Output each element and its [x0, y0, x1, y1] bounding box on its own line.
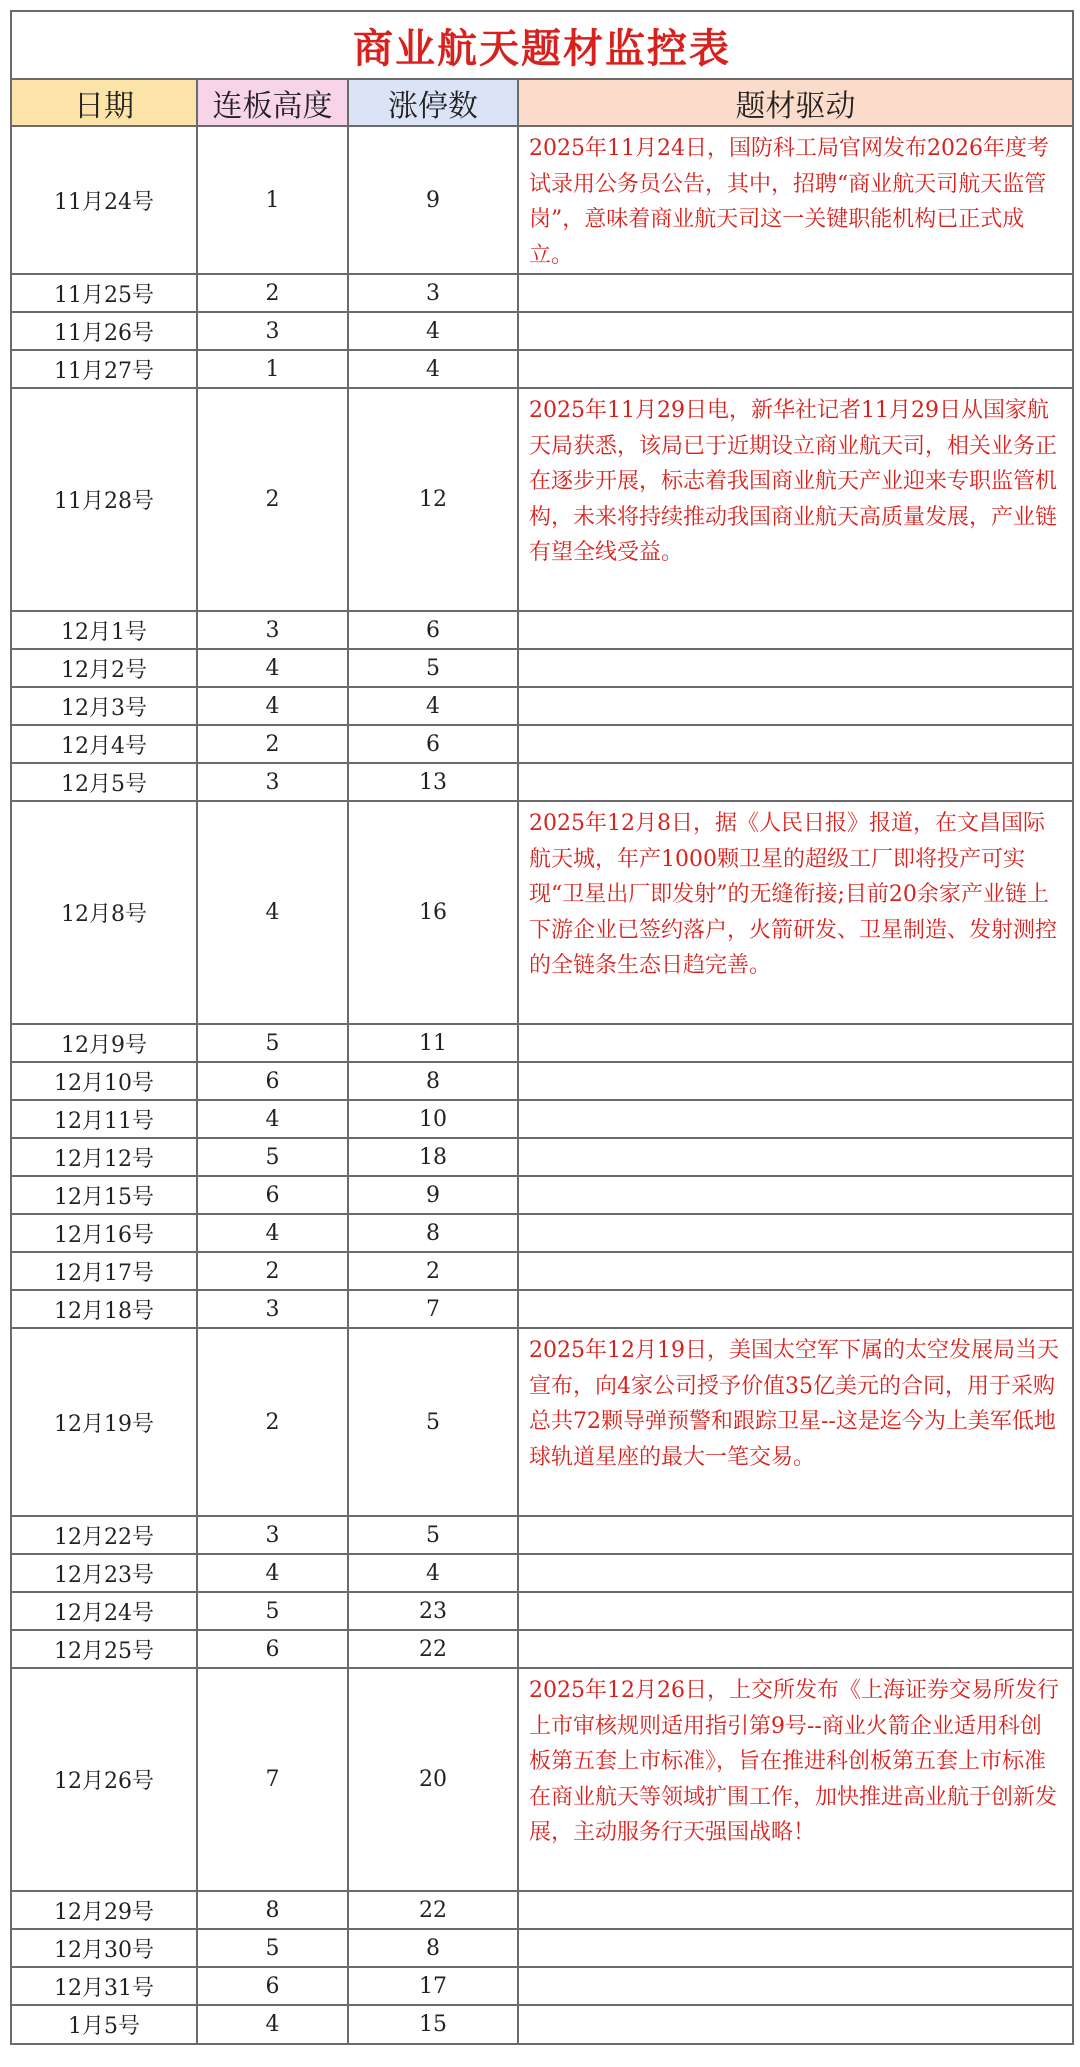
lianban-cell: 4: [197, 1214, 348, 1252]
driver-cell: [518, 1176, 1073, 1214]
zhangting-cell: 4: [348, 350, 518, 388]
driver-cell: [518, 649, 1073, 687]
lianban-cell: 3: [197, 763, 348, 801]
zhangting-cell: 6: [348, 611, 518, 649]
lianban-cell: 2: [197, 725, 348, 763]
zhangting-cell: 8: [348, 1062, 518, 1100]
column-header-zhangting: 涨停数: [348, 79, 518, 126]
table-row: [11, 1630, 1073, 1668]
driver-cell: [518, 1252, 1073, 1290]
driver-cell: 2025年12月19日，美国太空军下属的太空发展局当天宣布，向4家公司授予价值35亿美元的合同，用于采购总共72颗导弹预警和跟踪卫星--这是迄今为上美军低地球轨道星座的最大一笔交易。: [518, 1328, 1073, 1516]
driver-cell: [518, 1554, 1073, 1592]
table-row: [11, 649, 1073, 687]
table-row: [11, 1214, 1073, 1252]
table-row: [11, 1024, 1073, 1062]
table-body: [11, 126, 1073, 2044]
date-cell: 11月24号: [11, 126, 197, 274]
date-cell: 12月1号: [11, 611, 197, 649]
date-cell: 12月8号: [11, 801, 197, 1024]
driver-cell: [518, 1214, 1073, 1252]
lianban-cell: 5: [197, 1138, 348, 1176]
driver-cell: [518, 2005, 1073, 2044]
zhangting-cell: 8: [348, 1214, 518, 1252]
lianban-cell: 8: [197, 1891, 348, 1929]
table-row: [11, 1176, 1073, 1214]
date-cell: 12月2号: [11, 649, 197, 687]
date-cell: 12月29号: [11, 1891, 197, 1929]
driver-cell: [518, 350, 1073, 388]
zhangting-cell: 9: [348, 126, 518, 274]
table-row: [11, 687, 1073, 725]
date-cell: 12月18号: [11, 1290, 197, 1328]
driver-cell: [518, 1062, 1073, 1100]
zhangting-cell: 6: [348, 725, 518, 763]
driver-cell: [518, 1024, 1073, 1062]
date-cell: 12月10号: [11, 1062, 197, 1100]
lianban-cell: 2: [197, 1252, 348, 1290]
table-row: [11, 1252, 1073, 1290]
zhangting-cell: 9: [348, 1176, 518, 1214]
lianban-cell: 2: [197, 1328, 348, 1516]
driver-cell: [518, 1929, 1073, 1967]
table-row: [11, 763, 1073, 801]
driver-cell: [518, 312, 1073, 350]
date-cell: 12月5号: [11, 763, 197, 801]
zhangting-cell: 22: [348, 1630, 518, 1668]
zhangting-cell: 22: [348, 1891, 518, 1929]
date-cell: 11月27号: [11, 350, 197, 388]
lianban-cell: 6: [197, 1176, 348, 1214]
zhangting-cell: 17: [348, 1967, 518, 2005]
zhangting-cell: 2: [348, 1252, 518, 1290]
date-cell: 12月16号: [11, 1214, 197, 1252]
driver-cell: [518, 1100, 1073, 1138]
driver-cell: [518, 1138, 1073, 1176]
lianban-cell: 6: [197, 1630, 348, 1668]
date-cell: 12月23号: [11, 1554, 197, 1592]
zhangting-cell: 5: [348, 1328, 518, 1516]
lianban-cell: 3: [197, 312, 348, 350]
driver-cell: [518, 725, 1073, 763]
lianban-cell: 1: [197, 126, 348, 274]
lianban-cell: 5: [197, 1929, 348, 1967]
table-row: [11, 1328, 1073, 1516]
zhangting-cell: 3: [348, 274, 518, 312]
monitor-table: [10, 10, 1074, 2045]
zhangting-cell: 12: [348, 388, 518, 611]
zhangting-cell: 7: [348, 1290, 518, 1328]
driver-cell: 2025年11月29日电，新华社记者11月29日从国家航天局获悉，该局已于近期设立商业航天司，相关业务正在逐步开展，标志着我国商业航天产业迎来专职监管机构，未来将持续推动我国商业航天高质量发展，产业链有望全线受益。: [518, 388, 1073, 611]
lianban-cell: 7: [197, 1668, 348, 1891]
lianban-cell: 4: [197, 649, 348, 687]
table-row: [11, 801, 1073, 1024]
zhangting-cell: 11: [348, 1024, 518, 1062]
lianban-cell: 4: [197, 1554, 348, 1592]
driver-cell: [518, 763, 1073, 801]
date-cell: 12月11号: [11, 1100, 197, 1138]
zhangting-cell: 10: [348, 1100, 518, 1138]
driver-cell: [518, 1290, 1073, 1328]
lianban-cell: 1: [197, 350, 348, 388]
date-cell: 12月22号: [11, 1516, 197, 1554]
lianban-cell: 3: [197, 1290, 348, 1328]
date-cell: 12月25号: [11, 1630, 197, 1668]
column-header-date: 日期: [11, 79, 197, 126]
date-cell: 11月28号: [11, 388, 197, 611]
lianban-cell: 3: [197, 611, 348, 649]
table-row: [11, 611, 1073, 649]
date-cell: 12月12号: [11, 1138, 197, 1176]
driver-cell: 2025年12月8日，据《人民日报》报道，在文昌国际航天城，年产1000颗卫星的超级工厂即将投产可实现“卫星出厂即发射”的无缝衔接;目前20余家产业链上下游企业已签约落户，火箭研发、卫星制造、发射测控的全链条生态日趋完善。: [518, 801, 1073, 1024]
driver-cell: 2025年11月24日，国防科工局官网发布2026年度考试录用公务员公告，其中，招聘“商业航天司航天监管岗”，意味着商业航天司这一关键职能机构已正式成立。: [518, 126, 1073, 274]
table-row: [11, 1668, 1073, 1891]
date-cell: 12月19号: [11, 1328, 197, 1516]
driver-cell: [518, 1630, 1073, 1668]
monitor-sheet: [10, 10, 1072, 2045]
table-row: [11, 1592, 1073, 1630]
date-cell: 11月26号: [11, 312, 197, 350]
driver-cell: [518, 1592, 1073, 1630]
lianban-cell: 4: [197, 1100, 348, 1138]
lianban-cell: 6: [197, 1967, 348, 2005]
zhangting-cell: 23: [348, 1592, 518, 1630]
zhangting-cell: 8: [348, 1929, 518, 1967]
date-cell: 12月4号: [11, 725, 197, 763]
zhangting-cell: 4: [348, 1554, 518, 1592]
driver-cell: [518, 1891, 1073, 1929]
lianban-cell: 6: [197, 1062, 348, 1100]
table-row: [11, 1929, 1073, 1967]
table-row: [11, 1891, 1073, 1929]
zhangting-cell: 13: [348, 763, 518, 801]
table-row: [11, 1100, 1073, 1138]
table-row: [11, 1290, 1073, 1328]
lianban-cell: 5: [197, 1024, 348, 1062]
date-cell: 12月17号: [11, 1252, 197, 1290]
lianban-cell: 4: [197, 801, 348, 1024]
zhangting-cell: 4: [348, 312, 518, 350]
table-row: [11, 1062, 1073, 1100]
date-cell: 12月30号: [11, 1929, 197, 1967]
table-row: [11, 274, 1073, 312]
date-cell: 12月31号: [11, 1967, 197, 2005]
date-cell: 11月25号: [11, 274, 197, 312]
table-row: [11, 725, 1073, 763]
lianban-cell: 3: [197, 1516, 348, 1554]
column-header-lianban: 连板高度: [197, 79, 348, 126]
zhangting-cell: 4: [348, 687, 518, 725]
driver-cell: [518, 687, 1073, 725]
zhangting-cell: 5: [348, 649, 518, 687]
driver-cell: 2025年12月26日，上交所发布《上海证券交易所发行上市审核规则适用指引第9号--商业火箭企业适用科创板第五套上市标准》，旨在推进科创板第五套上市标准在商业航天等领域扩围工作，加快推进高业航于创新发展，主动服务行天强国战略！: [518, 1668, 1073, 1891]
date-cell: 12月15号: [11, 1176, 197, 1214]
table-row: [11, 388, 1073, 611]
column-header-driver: 题材驱动: [518, 79, 1073, 126]
table-row: [11, 350, 1073, 388]
table-row: [11, 1967, 1073, 2005]
table-row: [11, 1554, 1073, 1592]
zhangting-cell: 20: [348, 1668, 518, 1891]
table-row: [11, 312, 1073, 350]
date-cell: 12月24号: [11, 1592, 197, 1630]
zhangting-cell: 18: [348, 1138, 518, 1176]
date-cell: 12月26号: [11, 1668, 197, 1891]
zhangting-cell: 5: [348, 1516, 518, 1554]
driver-cell: [518, 1967, 1073, 2005]
lianban-cell: 4: [197, 687, 348, 725]
driver-cell: [518, 611, 1073, 649]
driver-cell: [518, 1516, 1073, 1554]
date-cell: 1月5号: [11, 2005, 197, 2044]
zhangting-cell: 15: [348, 2005, 518, 2044]
table-row: [11, 1138, 1073, 1176]
sheet-title: 商业航天题材监控表: [11, 11, 1073, 79]
zhangting-cell: 16: [348, 801, 518, 1024]
lianban-cell: 4: [197, 2005, 348, 2044]
date-cell: 12月9号: [11, 1024, 197, 1062]
table-row: [11, 126, 1073, 274]
lianban-cell: 2: [197, 274, 348, 312]
lianban-cell: 2: [197, 388, 348, 611]
date-cell: 12月3号: [11, 687, 197, 725]
table-row: [11, 2005, 1073, 2044]
lianban-cell: 5: [197, 1592, 348, 1630]
table-row: [11, 1516, 1073, 1554]
driver-cell: [518, 274, 1073, 312]
